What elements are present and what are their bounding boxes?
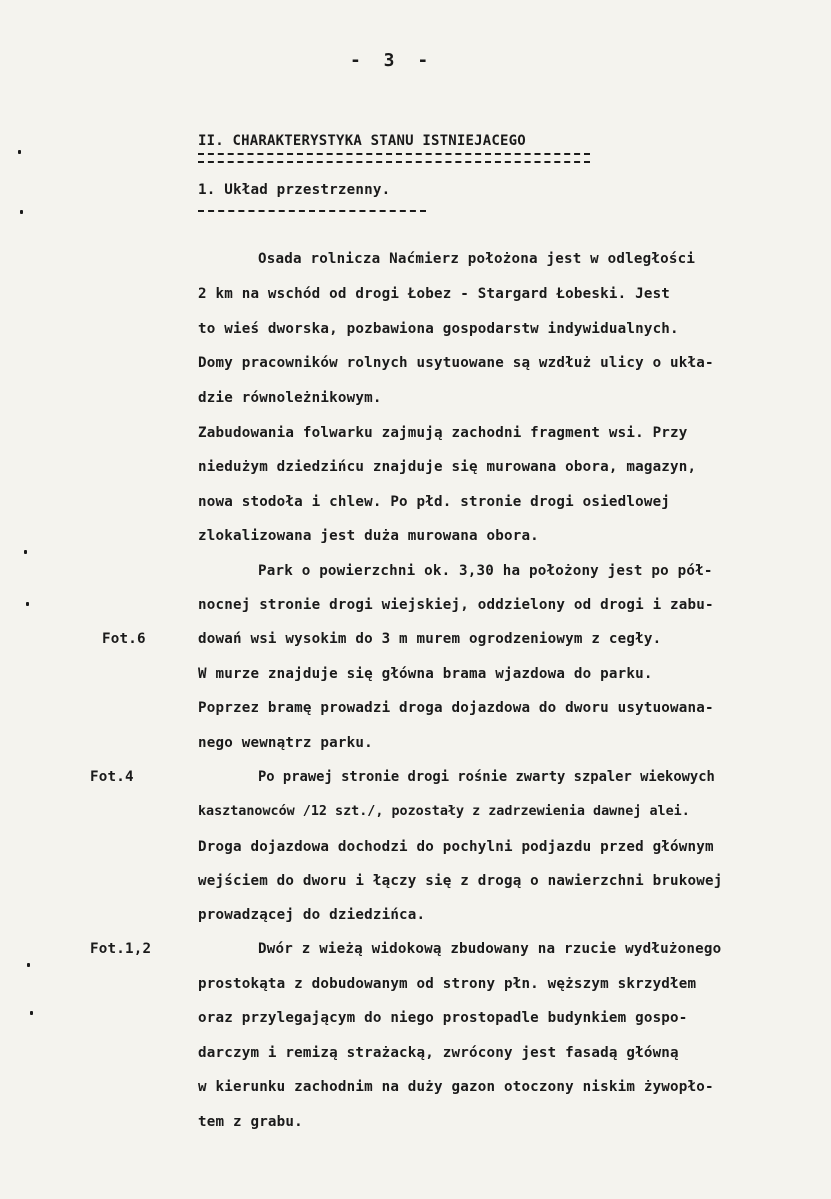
text-line: Park o powierzchni ok. 3,30 ha położony jest po pół-: [258, 563, 713, 579]
heading-double-underline: [198, 153, 590, 163]
text-line: to wieś dworska, pozbawiona gospodarstw indywidualnych.: [198, 321, 679, 337]
text-line: tem z grabu.: [198, 1114, 303, 1130]
punch-mark: [27, 963, 30, 967]
text-line: darczym i remizą strażacką, zwrócony jest fasadą główną: [198, 1045, 679, 1061]
text-line: W murze znajduje się główna brama wjazdowa do parku.: [198, 666, 653, 682]
text-line: Zabudowania folwarku zajmują zachodni fragment wsi. Przy: [198, 425, 688, 441]
text-line: niedużym dziedzińcu znajduje się murowana obora, magazyn,: [198, 459, 697, 475]
text-line: nocnej stronie drogi wiejskiej, oddzielony od drogi i zabu-: [198, 597, 714, 613]
text-line: dzie równoleżnikowym.: [198, 390, 382, 406]
text-line: kasztanowców /12 szt./, pozostały z zadrzewienia dawnej alei.: [198, 804, 690, 819]
page-number: - 3 -: [350, 50, 435, 71]
text-line: nego wewnątrz parku.: [198, 735, 373, 751]
text-line: nowa stodoła i chlew. Po płd. stronie drogi osiedlowej: [198, 494, 671, 510]
text-line: dowań wsi wysokim do 3 m murem ogrodzeniowym z cegły.: [198, 631, 662, 647]
subsection-heading: 1. Układ przestrzenny.: [198, 182, 391, 198]
subheading-underline: [198, 210, 426, 212]
punch-mark: [20, 210, 23, 214]
text-line: zlokalizowana jest duża murowana obora.: [198, 528, 539, 544]
margin-note: Fot.1,2: [90, 941, 152, 957]
text-line: Osada rolnicza Naćmierz położona jest w odległości: [258, 251, 696, 267]
text-line: prowadzącej do dziedzińca.: [198, 907, 426, 923]
margin-note: Fot.6: [102, 631, 146, 647]
text-line: Poprzez bramę prowadzi droga dojazdowa do dworu usytuowana-: [198, 700, 714, 716]
punch-mark: [30, 1011, 33, 1015]
punch-mark: [26, 602, 29, 606]
text-line: Dwór z wieżą widokową zbudowany na rzucie wydłużonego: [258, 941, 722, 957]
text-line: Domy pracowników rolnych usytuowane są wzdłuż ulicy o ukła-: [198, 355, 714, 371]
margin-note: Fot.4: [90, 769, 134, 785]
text-line: w kierunku zachodnim na duży gazon otoczony niskim żywopło-: [198, 1079, 714, 1095]
text-line: 2 km na wschód od drogi Łobez - Stargard Łobeski. Jest: [198, 286, 671, 302]
text-line: Po prawej stronie drogi rośnie zwarty szpaler wiekowych: [258, 769, 715, 785]
section-heading: II. CHARAKTERYSTYKA STANU ISTNIEJACEGO: [198, 133, 526, 149]
text-line: oraz przylegającym do niego prostopadle budynkiem gospo-: [198, 1010, 688, 1026]
text-line: prostokąta z dobudowanym od strony płn. węższym skrzydłem: [198, 976, 697, 992]
punch-mark: [18, 150, 21, 154]
punch-mark: [24, 550, 27, 554]
text-line: Droga dojazdowa dochodzi do pochylni podjazdu przed głównym: [198, 839, 714, 855]
text-line: wejściem do dworu i łączy się z drogą o nawierzchni brukowej: [198, 873, 723, 889]
